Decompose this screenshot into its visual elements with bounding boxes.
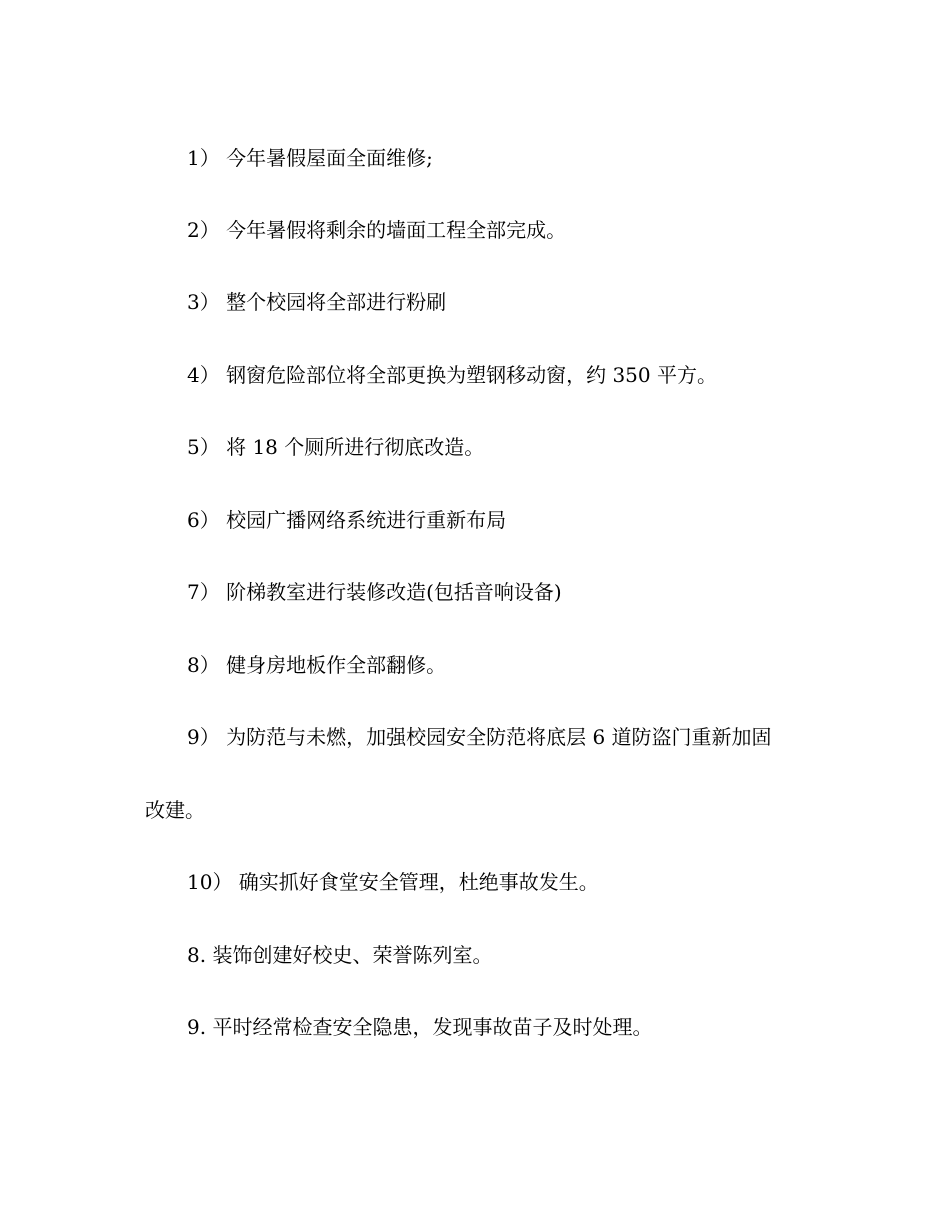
list-item-7: 7） 阶梯教室进行装修改造(包括音响设备) <box>187 580 562 604</box>
list-item-3: 3） 整个校园将全部进行粉刷 <box>187 290 447 314</box>
list-item-2: 2） 今年暑假将剩余的墙面工程全部完成。 <box>187 218 567 242</box>
section-item-8: 8. 装饰创建好校史、荣誉陈列室。 <box>187 943 493 967</box>
list-item-9-continuation: 改建。 <box>145 798 205 822</box>
list-item-6: 6） 校园广播网络系统进行重新布局 <box>187 508 507 532</box>
section-item-9: 9. 平时经常检查安全隐患，发现事故苗子及时处理。 <box>187 1015 653 1039</box>
list-item-1: 1） 今年暑假屋面全面维修; <box>187 146 433 170</box>
list-item-9: 9） 为防范与未燃，加强校园安全防范将底层 6 道防盗门重新加固 <box>187 725 772 749</box>
list-item-8: 8） 健身房地板作全部翻修。 <box>187 653 447 677</box>
list-item-10: 10） 确实抓好食堂安全管理，杜绝事故发生。 <box>187 870 599 894</box>
list-item-4: 4） 钢窗危险部位将全部更换为塑钢移动窗，约 350 平方。 <box>187 363 717 387</box>
list-item-5: 5） 将 18 个厕所进行彻底改造。 <box>187 435 485 459</box>
